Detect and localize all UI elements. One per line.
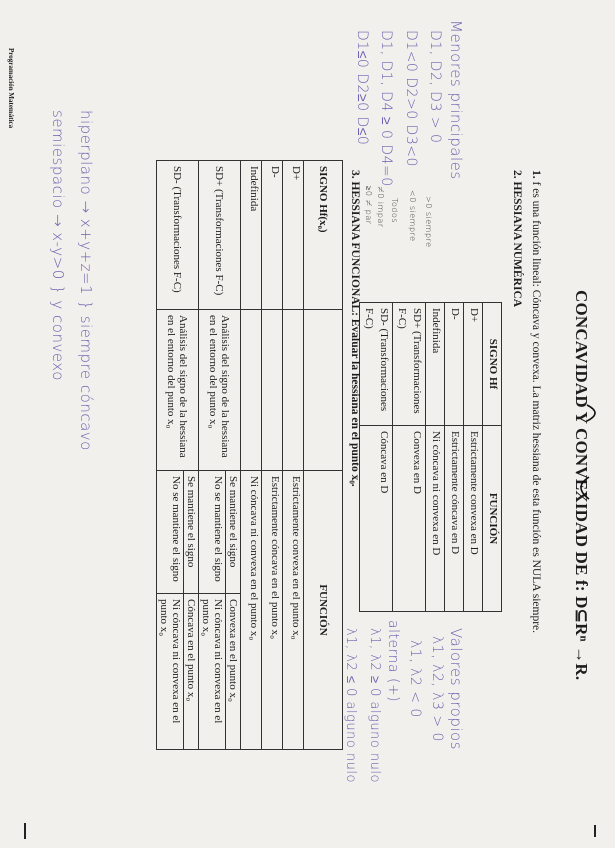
handwritten-hiperplano: hiperplano → x+y+z=1 } siempre cóncavo (77, 110, 95, 451)
hessiana-funcional-table (156, 160, 343, 750)
handwritten-semiespacio: semiespacio → x-y>0 } y convexo (49, 110, 67, 381)
column-header: SIGNO Hf(x₀) (304, 161, 343, 310)
item-1 (530, 170, 542, 633)
item-3-number: 3. (349, 170, 361, 179)
table-row (426, 303, 445, 612)
table-cell: Ni cóncava ni convexa en D (426, 426, 445, 612)
table-cell: D+ (283, 161, 304, 310)
table-cell: Convexa en D (393, 426, 426, 612)
table-cell-empty (241, 310, 262, 471)
table-cell: Ni cóncava ni convexa en el punto x₀ (157, 594, 184, 750)
table-cell: Estrictamente convexa en el punto x₀ (283, 471, 304, 750)
item-2-text: HESSIANA NUMÉRICA (511, 181, 523, 308)
handwritten-valores-3: alterna (+) (385, 620, 401, 703)
table-cell-empty (283, 310, 304, 471)
table-cell: SD+ (Transformaciones F-C) (199, 161, 241, 310)
table-cell: D- (262, 161, 283, 310)
table-row (464, 303, 483, 612)
edge-marks (0, 795, 615, 845)
table-cell: Indefinida (241, 161, 262, 310)
handwritten-note: ≥0 ≠ par (364, 186, 373, 225)
handwritten-note: >0 siempre (424, 196, 433, 248)
table-cell: D+ (464, 303, 483, 426)
page-title: CONCAVIDAD Y CONVEXIDAD DE f: D⊆Rⁿ →R. (572, 290, 591, 681)
handwritten-valores-1: λ1, λ2, λ3 > 0 (429, 636, 445, 742)
handwritten-note: ≠0 impar (376, 186, 385, 228)
table-cell: Análisis del signo de la hessiana en el entorno del punto x₀ (199, 310, 241, 471)
table-cell: Ni cóncava ni convexa en el punto x₀ (199, 594, 226, 750)
handwritten-valores-4: λ1, λ2 ≥ 0 alguno nulo (367, 628, 382, 783)
table-cell: Indefinida (426, 303, 445, 426)
table-header-row (304, 161, 343, 750)
table-cell: Estrictamente convexa en D (464, 426, 483, 612)
table-row (226, 161, 241, 750)
pen-stroke (587, 405, 595, 421)
handwritten-menores-4: D1≤0 D2≥0 D≤0 (354, 30, 370, 146)
item-1-number: 1. (530, 170, 542, 179)
handwritten-valores-2: λ1, λ2 < 0 (407, 640, 423, 718)
table-row (283, 161, 304, 750)
table-cell: Se mantiene el signo (184, 471, 199, 594)
column-header-empty (304, 310, 343, 471)
item-2-number: 2. (511, 170, 523, 179)
item-3-text: HESSIANA FUNCIONAL: Evaluar la hessiana en el punto x₀. (349, 181, 361, 487)
pen-stroke (581, 477, 589, 499)
table-cell: Estrictamente cóncava en el punto x₀ (262, 471, 283, 750)
table-cell: No se mantiene el signo (199, 471, 226, 594)
column-header: SIGNO Hf (483, 303, 502, 426)
handwritten-menores-1: D1, D2, D3 > 0 (427, 30, 443, 144)
table-cell: D- (445, 303, 464, 426)
handwritten-note: Todos (390, 198, 399, 224)
table-cell: Convexa en el punto x₀ (226, 594, 241, 750)
handwritten-menores-title: Menores principales (447, 20, 465, 180)
table-cell: Ni cóncava ni convexa en el punto x₀ (241, 471, 262, 750)
table-cell-empty (262, 310, 283, 471)
hessiana-numerica-table (359, 302, 502, 612)
table-cell: No se mantiene el signo (157, 471, 184, 594)
table-cell: SD- (Transformaciones F-C) (157, 161, 199, 310)
handwritten-valores-title: Valores propios (447, 628, 465, 750)
table-cell: Se mantiene el signo (226, 471, 241, 594)
item-1-text: f es una función lineal: Cóncava y convexa. La matriz hessiana de esta función es NULA siempre. (530, 181, 542, 634)
column-header: FUNCIÓN (483, 426, 502, 612)
handwritten-menores-2: D1<0 D2>0 D3<0 (403, 30, 419, 167)
handwritten-menores-3: D1, D1, D4 ≥ 0 D4=0 (378, 30, 394, 187)
table-cell: SD- (Transformaciones F-C) (360, 303, 393, 426)
table-cell: SD+ (Transformaciones F-C) (393, 303, 426, 426)
table-row (393, 303, 426, 612)
table-cell: Cóncava en D (360, 426, 393, 612)
table-row (262, 161, 283, 750)
table-cell: Cóncava en el punto x₀ (184, 594, 199, 750)
table-row (184, 161, 199, 750)
table-cell: Análisis del signo de la hessiana en el entorno del punto x₀ (157, 310, 199, 471)
table-header-row (483, 303, 502, 612)
handwritten-valores-5: λ1, λ2 ≤ 0 alguno nulo (343, 628, 358, 783)
table-cell: Estrictamente cóncava en D (445, 426, 464, 612)
column-header: FUNCIÓN (304, 471, 343, 750)
item-3 (349, 170, 361, 487)
table-row (445, 303, 464, 612)
page-header: Programación Matemática (7, 48, 15, 129)
table-row (241, 161, 262, 750)
handwritten-note: <0 siempre (408, 190, 417, 242)
table-row (360, 303, 393, 612)
item-2 (511, 170, 523, 307)
handwritten-curve-marks (561, 395, 607, 515)
